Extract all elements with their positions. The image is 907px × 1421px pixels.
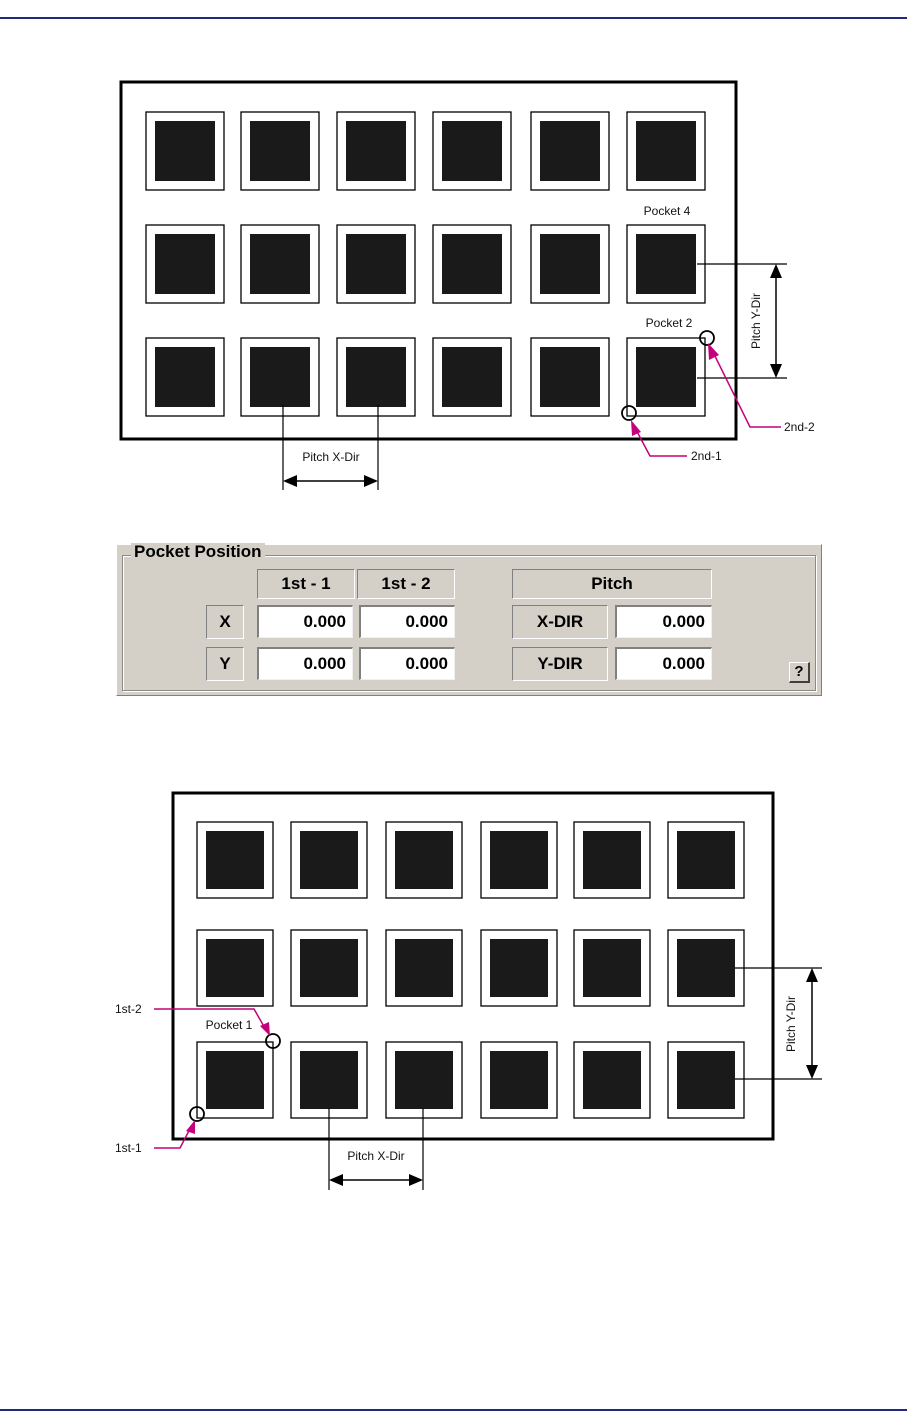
pitch-y-label: Pitch Y-Dir (784, 995, 798, 1053)
panel-title: Pocket Position (131, 543, 265, 561)
y-dir-input[interactable] (615, 647, 712, 680)
pocket-device (583, 1051, 641, 1109)
pocket-device (442, 234, 502, 294)
pocket-device (395, 831, 453, 889)
pitch-y-label: Pitch Y-Dir (749, 292, 763, 350)
pocket-device (300, 1051, 358, 1109)
pocket-device (442, 121, 502, 181)
column-header-1st-2: 1st - 2 (357, 569, 455, 599)
pocket-device (206, 1051, 264, 1109)
pocket-device (540, 121, 600, 181)
pocket-device (346, 234, 406, 294)
pocket-device (677, 939, 735, 997)
pocket-device (346, 347, 406, 407)
x-dir-label: X-DIR (512, 605, 608, 639)
pocket-device (442, 347, 502, 407)
x-dir-input[interactable] (615, 605, 712, 638)
pocket-2-label: Pocket 2 (645, 316, 693, 330)
pocket-device (206, 831, 264, 889)
pocket-device (300, 939, 358, 997)
pocket-device (346, 121, 406, 181)
row-label-y: Y (206, 647, 244, 681)
pocket-device (677, 1051, 735, 1109)
callout-2nd-1: 2nd-1 (691, 449, 722, 463)
y-1st-1-input[interactable] (257, 647, 353, 680)
pocket-device (300, 831, 358, 889)
pocket-device (250, 347, 310, 407)
footer-rule (0, 1409, 907, 1411)
x-1st-1-input[interactable] (257, 605, 353, 638)
pocket-device (250, 121, 310, 181)
callout-1st-1: 1st-1 (115, 1141, 142, 1155)
column-header-1st-1: 1st - 1 (257, 569, 355, 599)
pocket-device (395, 939, 453, 997)
pitch-x-label: Pitch X-Dir (347, 1149, 405, 1163)
pocket-device (540, 234, 600, 294)
pocket-device (636, 347, 696, 407)
pocket-device (155, 234, 215, 294)
pocket-device (636, 234, 696, 294)
pocket-device (250, 234, 310, 294)
x-1st-2-input[interactable] (359, 605, 455, 638)
pocket-device (206, 939, 264, 997)
pocket-1-label: Pocket 1 (205, 1018, 253, 1032)
pocket-device (583, 939, 641, 997)
pocket-4-label: Pocket 4 (643, 204, 691, 218)
y-dir-label: Y-DIR (512, 647, 608, 681)
callout-2nd-2: 2nd-2 (784, 420, 815, 434)
tray-diagram-second (0, 0, 907, 500)
row-label-x: X (206, 605, 244, 639)
pitch-header: Pitch (512, 569, 712, 599)
pocket-device (155, 121, 215, 181)
pocket-device (583, 831, 641, 889)
pocket-device (490, 1051, 548, 1109)
pocket-device (490, 831, 548, 889)
y-1st-2-input[interactable] (359, 647, 455, 680)
pocket-device (677, 831, 735, 889)
pocket-device (540, 347, 600, 407)
pitch-x-label: Pitch X-Dir (302, 450, 360, 464)
help-button[interactable]: ? (789, 662, 810, 683)
callout-1st-2: 1st-2 (115, 1002, 142, 1016)
pocket-device (636, 121, 696, 181)
pocket-device (490, 939, 548, 997)
pocket-device (395, 1051, 453, 1109)
pocket-device (155, 347, 215, 407)
pocket-position-panel (116, 544, 822, 696)
tray-diagram-first (0, 760, 907, 1220)
